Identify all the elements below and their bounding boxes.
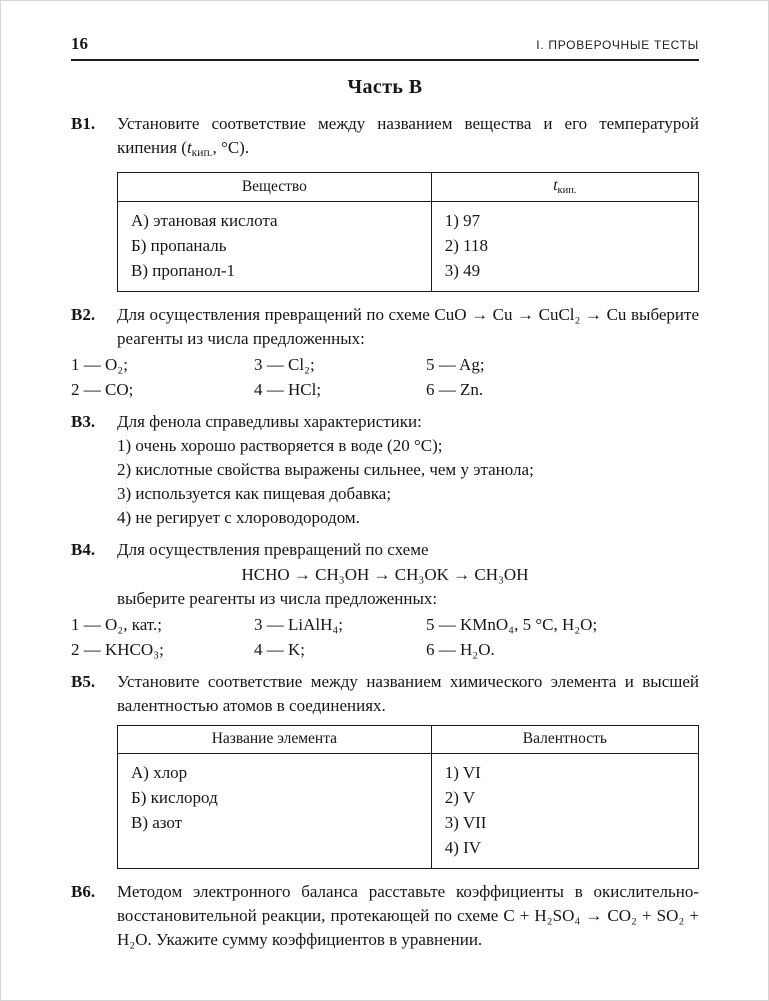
question-b1-body xyxy=(117,112,699,295)
b4-reaction-scheme: HCHO → CH₃OH → CH₃OK → CH₃OH xyxy=(241,565,529,584)
question-b4-subtitle: выберите реагенты из числа предложенных: xyxy=(117,589,438,608)
question-b5-label: В5. xyxy=(71,672,96,691)
b4-option-1: 1 — O₂, кат.; xyxy=(71,615,162,634)
question-b6-label: В6. xyxy=(71,882,96,901)
b1-value-2: 2) 118 xyxy=(444,236,489,255)
b1-table-body-row xyxy=(118,202,699,292)
question-b4-text: Для осуществления превращений по схеме xyxy=(117,540,429,559)
b5-elements-cell xyxy=(118,754,432,869)
b4-reagent-options xyxy=(71,612,699,662)
b1-substance-a: А) этановая кислота xyxy=(131,211,278,230)
b1-substance-v: В) пропанол-1 xyxy=(131,261,236,280)
b2-option-4: 4 — HCl; xyxy=(254,380,322,399)
b3-statement-1: 1) очень хорошо растворяется в воде (20 °С); xyxy=(117,436,443,455)
b2-option-1: 1 — O₂; xyxy=(71,355,128,374)
b1-substance-b: Б) пропаналь xyxy=(131,236,227,255)
b1-text-post: , °С). xyxy=(212,138,250,157)
question-b1-label: В1. xyxy=(71,114,96,133)
b1-t-variable: t xyxy=(186,138,192,157)
question-b4-subtitle-wrap xyxy=(117,587,699,611)
b5-valence-2: 2) V xyxy=(444,788,476,807)
b5-valence-3: 3) VII xyxy=(444,813,487,832)
b3-statement-4: 4) не регирует с хлороводородом. xyxy=(117,508,360,527)
b5-match-table xyxy=(117,725,699,869)
question-b6 xyxy=(71,880,699,952)
b2-option-3: 3 — Cl₂; xyxy=(254,355,315,374)
b5-col2-header: Валентность xyxy=(431,726,698,754)
b2-reagent-options xyxy=(71,352,699,402)
question-b3-body xyxy=(117,410,699,530)
b5-table-body-row xyxy=(118,754,699,869)
b2-option-6: 6 — Zn. xyxy=(426,380,484,399)
b3-statement-2: 2) кислотные свойства выражены сильнее, чем у этанола; xyxy=(117,460,534,479)
b1-col1-header xyxy=(118,173,432,202)
b1-value-1: 1) 97 xyxy=(444,211,481,230)
b1-table-header-row xyxy=(118,173,699,202)
b5-valence-cell xyxy=(431,754,698,869)
b1-substances-cell xyxy=(118,202,432,292)
b4-option-3: 3 — LiAlH₄; xyxy=(254,615,344,634)
question-b2-body xyxy=(117,303,699,351)
question-b6-text: Методом электронного баланса расставьте коэффициенты в окислительно-восстановительной реакции, протекающей по схеме C + H₂SO₄ → CO₂ + SO₂ + H₂O. Укажите сумму коэффициентов в уравнении. xyxy=(117,882,699,949)
b4-option-5: 5 — KMnO₄, 5 °С, H₂O; xyxy=(426,615,598,634)
b1-value-3: 3) 49 xyxy=(444,261,481,280)
b2-option-5: 5 — Ag; xyxy=(426,355,485,374)
b1-text-pre: Установите соответствие между названием вещества и его температурой кипения ( xyxy=(117,114,699,157)
b5-valence-4: 4) IV xyxy=(444,838,482,857)
header-rule xyxy=(71,59,699,61)
b4-option-6: 6 — H₂O. xyxy=(426,640,495,659)
question-b3-label: В3. xyxy=(71,412,96,431)
question-b2-text: Для осуществления превращений по схеме CuO → Cu → CuCl₂ → Cu выберите реагенты из числа предложенных: xyxy=(117,305,699,348)
page-header xyxy=(71,34,699,54)
b1-col2-header xyxy=(431,173,698,202)
question-b4-label: В4. xyxy=(71,540,96,559)
b5-element-v: В) азот xyxy=(131,813,183,832)
section-header: I. ПРОВЕРОЧНЫЕ ТЕСТЫ xyxy=(536,38,699,52)
question-b6-body xyxy=(117,880,699,952)
b5-table-header-row xyxy=(118,726,699,754)
question-b5-text: Установите соответствие между названием химического элемента и высшей валентностью атомов в соединениях. xyxy=(117,672,699,715)
question-b5-body xyxy=(117,670,699,872)
b1-col1-header-label: Вещество xyxy=(241,177,307,195)
b5-valence-1: 1) VI xyxy=(444,763,481,782)
question-b2-label: В2. xyxy=(71,305,96,324)
question-b1 xyxy=(71,112,699,295)
question-b3 xyxy=(71,410,699,530)
page-number: 16 xyxy=(71,34,88,53)
b3-statement-3: 3) используется как пищевая добавка; xyxy=(117,484,392,503)
b1-match-table xyxy=(117,172,699,292)
b1-col2-header-subscript: кип. xyxy=(557,185,577,196)
question-b4-body xyxy=(117,538,699,562)
b5-col1-header: Название элемента xyxy=(118,726,432,754)
b5-element-b: Б) кислород xyxy=(131,788,218,807)
b4-option-4: 4 — K; xyxy=(254,640,305,659)
b1-values-cell xyxy=(431,202,698,292)
b5-element-a: А) хлор xyxy=(131,763,188,782)
question-b3-text: Для фенола справедливы характеристики: xyxy=(117,412,422,431)
question-b2 xyxy=(71,303,699,402)
question-b1-text xyxy=(117,112,699,165)
part-title: Часть В xyxy=(347,76,423,98)
b1-col2-header-variable: t xyxy=(553,177,558,194)
question-b4 xyxy=(71,538,699,662)
b4-option-2: 2 — KHCO₃; xyxy=(71,640,164,659)
b1-t-subscript: кип. xyxy=(191,146,213,159)
question-b5 xyxy=(71,670,699,872)
b2-option-2: 2 — CO; xyxy=(71,380,134,399)
